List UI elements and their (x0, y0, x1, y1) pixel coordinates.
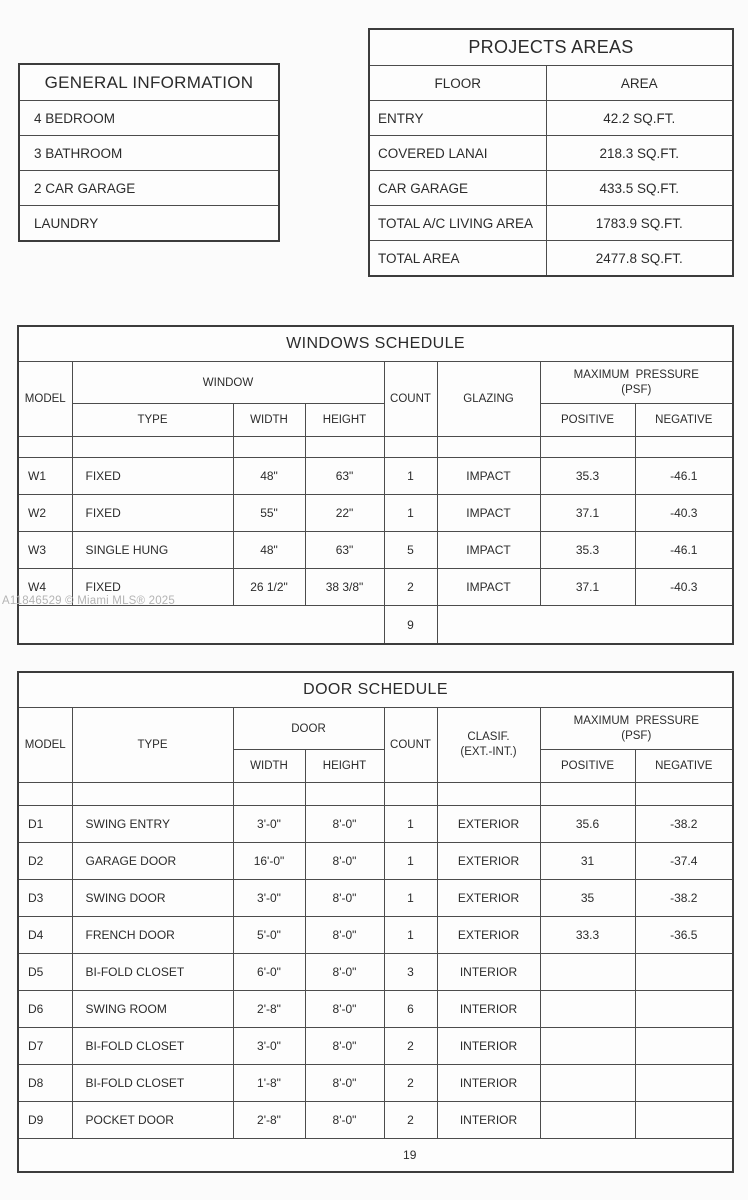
pressure-positive: 35 (540, 880, 635, 917)
window-height: 38 3/8" (305, 569, 384, 606)
door-clasif: INTERIOR (437, 1102, 540, 1139)
totals-row (18, 1139, 733, 1173)
max-pressure-group-header (540, 362, 733, 404)
model-column-header: MODEL (18, 362, 72, 437)
door-width: 3'-0" (233, 880, 305, 917)
window-width: 55" (233, 495, 305, 532)
door-clasif: INTERIOR (437, 954, 540, 991)
window-count: 2 (384, 569, 437, 606)
floor-name: TOTAL AREA (369, 241, 546, 277)
door-count: 1 (384, 917, 437, 954)
window-model: W4 (18, 569, 72, 606)
count-column-header: COUNT (384, 708, 437, 783)
window-model: W1 (18, 458, 72, 495)
clasif-column-header (437, 708, 540, 783)
door-schedule-title: DOOR SCHEDULE (18, 672, 733, 708)
projects-areas-title: PROJECTS AREAS (369, 29, 733, 66)
door-type: SWING ENTRY (72, 806, 233, 843)
psf-unit-label: (PSF) (621, 383, 652, 396)
pressure-positive: 35.3 (540, 458, 635, 495)
table-row (18, 532, 733, 569)
model-column-header: MODEL (18, 708, 72, 783)
table-row (18, 991, 733, 1028)
table-row (18, 843, 733, 880)
window-count: 1 (384, 495, 437, 532)
windows-total-count: 9 (384, 606, 437, 645)
pressure-negative: -40.3 (635, 495, 733, 532)
door-count: 1 (384, 806, 437, 843)
window-glazing: IMPACT (437, 569, 540, 606)
floor-column-header: FLOOR (369, 66, 546, 101)
floor-name: CAR GARAGE (369, 171, 546, 206)
height-column-header: HEIGHT (305, 750, 384, 783)
windows-schedule-title: WINDOWS SCHEDULE (18, 326, 733, 362)
door-height: 8'-0" (305, 917, 384, 954)
door-type: SWING DOOR (72, 880, 233, 917)
clasif-label: CLASIF. (467, 731, 510, 744)
door-height: 8'-0" (305, 880, 384, 917)
positive-column-header: POSITIVE (540, 404, 635, 437)
floor-name: ENTRY (369, 101, 546, 136)
psf-unit-label: (PSF) (621, 729, 652, 742)
door-type: BI-FOLD CLOSET (72, 1028, 233, 1065)
door-model: D4 (18, 917, 72, 954)
table-row (18, 1065, 733, 1102)
door-type: GARAGE DOOR (72, 843, 233, 880)
pressure-negative: -38.2 (635, 806, 733, 843)
pressure-negative: -46.1 (635, 532, 733, 569)
door-count: 2 (384, 1065, 437, 1102)
door-clasif: EXTERIOR (437, 880, 540, 917)
window-count: 1 (384, 458, 437, 495)
window-glazing: IMPACT (437, 532, 540, 569)
pressure-negative (635, 1028, 733, 1065)
height-column-header: HEIGHT (305, 404, 384, 437)
window-width: 48" (233, 532, 305, 569)
door-count: 1 (384, 843, 437, 880)
spacer-row (18, 783, 733, 806)
door-height: 8'-0" (305, 843, 384, 880)
pressure-positive (540, 1102, 635, 1139)
floor-area: 1783.9 SQ.FT. (546, 206, 733, 241)
door-model: D2 (18, 843, 72, 880)
door-clasif: INTERIOR (437, 1028, 540, 1065)
table-row (18, 1102, 733, 1139)
door-width: 5'-0" (233, 917, 305, 954)
table-row (18, 880, 733, 917)
table-row (18, 954, 733, 991)
door-count: 2 (384, 1028, 437, 1065)
pressure-positive: 35.3 (540, 532, 635, 569)
spacer-row (18, 437, 733, 458)
door-schedule-table (17, 671, 734, 1173)
door-clasif: EXTERIOR (437, 806, 540, 843)
doors-total-count: 19 (403, 1148, 417, 1162)
window-glazing: IMPACT (437, 495, 540, 532)
door-count: 1 (384, 880, 437, 917)
table-row (369, 171, 733, 206)
max-pressure-label: MAXIMUM PRESSURE (573, 368, 699, 381)
window-model: W3 (18, 532, 72, 569)
window-model: W2 (18, 495, 72, 532)
table-row (18, 917, 733, 954)
general-information-table (18, 63, 280, 242)
door-width: 2'-8" (233, 991, 305, 1028)
table-row (369, 206, 733, 241)
door-type: BI-FOLD CLOSET (72, 1065, 233, 1102)
door-width: 2'-8" (233, 1102, 305, 1139)
door-model: D8 (18, 1065, 72, 1102)
floor-name: COVERED LANAI (369, 136, 546, 171)
table-row (369, 101, 733, 136)
max-pressure-group-header (540, 708, 733, 750)
projects-areas-table (368, 28, 734, 277)
floor-area: 2477.8 SQ.FT. (546, 241, 733, 277)
door-count: 2 (384, 1102, 437, 1139)
type-column-header: TYPE (72, 404, 233, 437)
pressure-negative: -40.3 (635, 569, 733, 606)
window-width: 26 1/2" (233, 569, 305, 606)
floor-name: TOTAL A/C LIVING AREA (369, 206, 546, 241)
pressure-positive: 37.1 (540, 569, 635, 606)
window-type: FIXED (72, 495, 233, 532)
pressure-negative: -46.1 (635, 458, 733, 495)
pressure-negative: -38.2 (635, 880, 733, 917)
mls-watermark: A11846529 © Miami MLS® 2025 (2, 595, 176, 607)
door-count: 6 (384, 991, 437, 1028)
door-height: 8'-0" (305, 1028, 384, 1065)
door-clasif: EXTERIOR (437, 917, 540, 954)
area-column-header: AREA (546, 66, 733, 101)
table-row (18, 1028, 733, 1065)
door-height: 8'-0" (305, 806, 384, 843)
glazing-column-header: GLAZING (437, 362, 540, 437)
door-clasif: INTERIOR (437, 991, 540, 1028)
door-type: FRENCH DOOR (72, 917, 233, 954)
door-clasif: EXTERIOR (437, 843, 540, 880)
door-type: SWING ROOM (72, 991, 233, 1028)
door-group-header: DOOR (233, 708, 384, 750)
pressure-negative (635, 954, 733, 991)
count-column-header: COUNT (384, 362, 437, 437)
table-row (369, 241, 733, 277)
window-height: 63" (305, 532, 384, 569)
pressure-positive: 33.3 (540, 917, 635, 954)
window-group-header: WINDOW (72, 362, 384, 404)
width-column-header: WIDTH (233, 404, 305, 437)
door-model: D3 (18, 880, 72, 917)
window-type: FIXED (72, 458, 233, 495)
max-pressure-label: MAXIMUM PRESSURE (573, 714, 699, 727)
totals-row (18, 606, 733, 645)
general-info-item-laundry: LAUNDRY (19, 206, 279, 242)
pressure-positive (540, 1065, 635, 1102)
pressure-positive: 37.1 (540, 495, 635, 532)
door-width: 1'-8" (233, 1065, 305, 1102)
pressure-negative (635, 1065, 733, 1102)
pressure-positive (540, 1028, 635, 1065)
table-row (18, 806, 733, 843)
pressure-positive (540, 954, 635, 991)
door-model: D1 (18, 806, 72, 843)
window-width: 48" (233, 458, 305, 495)
general-info-item-bedrooms: 4 BEDROOM (19, 101, 279, 136)
general-info-item-garage: 2 CAR GARAGE (19, 171, 279, 206)
pressure-negative: -36.5 (635, 917, 733, 954)
window-type: SINGLE HUNG (72, 532, 233, 569)
general-information-title: GENERAL INFORMATION (19, 64, 279, 101)
door-model: D5 (18, 954, 72, 991)
pressure-negative (635, 991, 733, 1028)
door-count: 3 (384, 954, 437, 991)
pressure-positive (540, 991, 635, 1028)
door-width: 6'-0" (233, 954, 305, 991)
door-type: BI-FOLD CLOSET (72, 954, 233, 991)
positive-column-header: POSITIVE (540, 750, 635, 783)
clasif-sub-label: (EXT.-INT.) (460, 746, 517, 758)
door-type: POCKET DOOR (72, 1102, 233, 1139)
pressure-positive: 35.6 (540, 806, 635, 843)
door-height: 8'-0" (305, 1102, 384, 1139)
door-model: D9 (18, 1102, 72, 1139)
table-row (18, 495, 733, 532)
door-width: 16'-0" (233, 843, 305, 880)
door-height: 8'-0" (305, 991, 384, 1028)
door-clasif: INTERIOR (437, 1065, 540, 1102)
door-height: 8'-0" (305, 954, 384, 991)
window-height: 22" (305, 495, 384, 532)
window-height: 63" (305, 458, 384, 495)
type-column-header: TYPE (72, 708, 233, 783)
window-count: 5 (384, 532, 437, 569)
door-model: D6 (18, 991, 72, 1028)
floor-area: 433.5 SQ.FT. (546, 171, 733, 206)
table-row (18, 458, 733, 495)
negative-column-header: NEGATIVE (635, 750, 733, 783)
pressure-negative: -37.4 (635, 843, 733, 880)
floor-area: 42.2 SQ.FT. (546, 101, 733, 136)
table-row (369, 136, 733, 171)
window-glazing: IMPACT (437, 458, 540, 495)
door-width: 3'-0" (233, 806, 305, 843)
pressure-negative (635, 1102, 733, 1139)
window-type: FIXED (72, 569, 233, 606)
pressure-positive: 31 (540, 843, 635, 880)
floor-area: 218.3 SQ.FT. (546, 136, 733, 171)
door-width: 3'-0" (233, 1028, 305, 1065)
door-height: 8'-0" (305, 1065, 384, 1102)
width-column-header: WIDTH (233, 750, 305, 783)
negative-column-header: NEGATIVE (635, 404, 733, 437)
door-model: D7 (18, 1028, 72, 1065)
general-info-item-bathrooms: 3 BATHROOM (19, 136, 279, 171)
